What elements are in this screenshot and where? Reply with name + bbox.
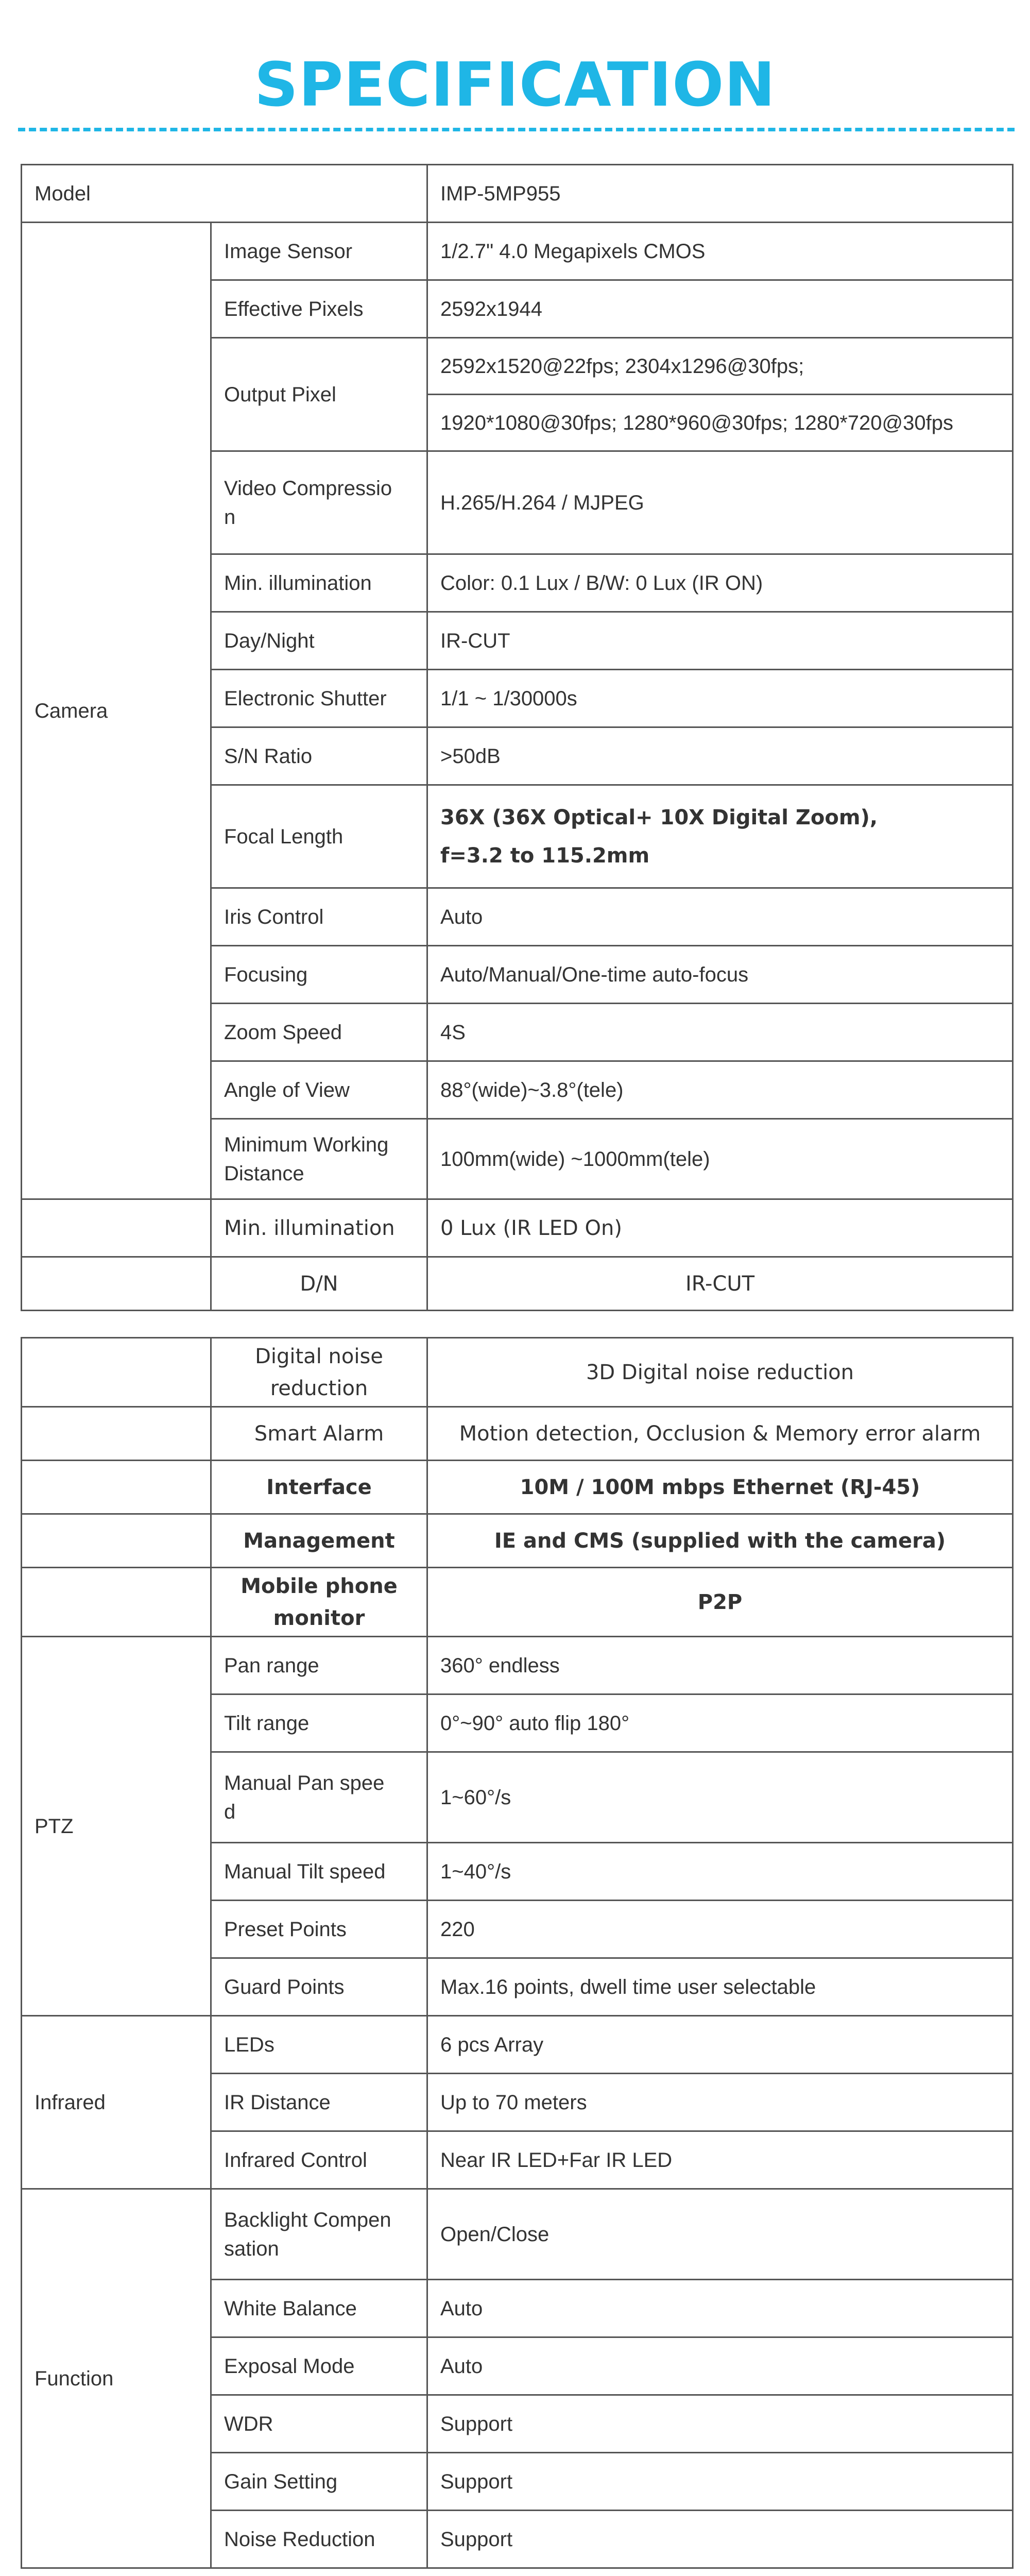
spec-label: S/N Ratio xyxy=(211,727,427,785)
spec-label: Day/Night xyxy=(211,612,427,670)
value-line-2: f=3.2 to 115.2mm xyxy=(440,843,650,868)
spec-label: Effective Pixels xyxy=(211,280,427,338)
spec-value: 1/2.7" 4.0 Megapixels CMOS xyxy=(427,223,1013,280)
spec-value: Support xyxy=(427,2453,1013,2511)
spec-label xyxy=(211,451,427,554)
focal-length-value xyxy=(427,785,1013,888)
spec-value: 0°~90° auto flip 180° xyxy=(427,1694,1013,1752)
page-title: SPECIFICATION xyxy=(254,49,776,120)
spec-value: Support xyxy=(427,2395,1013,2453)
spec-value: 0 Lux (IR LED On) xyxy=(427,1199,1013,1257)
spec-label: Guard Points xyxy=(211,1958,427,2016)
empty-cell xyxy=(22,1199,211,1257)
table-row xyxy=(22,2189,1013,2280)
spec-label xyxy=(211,1338,427,1407)
spec-label: Focal Length xyxy=(211,785,427,888)
table-row xyxy=(22,165,1013,223)
ptz-group-label: PTZ xyxy=(22,1637,211,2016)
label-line-2: n xyxy=(224,505,236,529)
spec-label: LEDs xyxy=(211,2016,427,2074)
spec-value: IR-CUT xyxy=(427,612,1013,670)
spec-value: 1~40°/s xyxy=(427,1843,1013,1901)
empty-cell xyxy=(22,1407,211,1461)
spec-value: 1/1 ~ 1/30000s xyxy=(427,670,1013,727)
label-line-2: reduction xyxy=(270,1376,368,1400)
table-row xyxy=(22,1407,1013,1461)
empty-cell xyxy=(22,1568,211,1637)
spec-value: Open/Close xyxy=(427,2189,1013,2280)
spec-value: 360° endless xyxy=(427,1637,1013,1694)
table-row xyxy=(22,2016,1013,2074)
spec-value: 2592x1520@22fps; 2304x1296@30fps; xyxy=(427,338,1013,395)
spec-value: Auto/Manual/One-time auto-focus xyxy=(427,946,1013,1004)
spec-label: Angle of View xyxy=(211,1061,427,1119)
spec-value: Auto xyxy=(427,2280,1013,2337)
table-row xyxy=(22,1199,1013,1257)
spec-label: Management xyxy=(211,1514,427,1568)
camera-group-label: Camera xyxy=(22,223,211,1199)
spec-value: 220 xyxy=(427,1901,1013,1958)
label-line-1: Manual Pan spee xyxy=(224,1771,385,1794)
spec-value: 1~60°/s xyxy=(427,1752,1013,1843)
spec-label: Preset Points xyxy=(211,1901,427,1958)
spec-value: IR-CUT xyxy=(427,1257,1013,1311)
spec-label: Manual Tilt speed xyxy=(211,1843,427,1901)
spec-label xyxy=(211,1568,427,1637)
table-row xyxy=(22,1257,1013,1311)
spec-value: >50dB xyxy=(427,727,1013,785)
spec-label xyxy=(211,1752,427,1843)
label-line-1: Digital noise xyxy=(255,1344,383,1368)
spec-label: WDR xyxy=(211,2395,427,2453)
spec-label xyxy=(211,2189,427,2280)
table-row xyxy=(22,1568,1013,1637)
empty-cell xyxy=(22,1461,211,1514)
spec-value: Up to 70 meters xyxy=(427,2074,1013,2131)
smart-alarm-value: Motion detection, Occlusion & Memory error alarm xyxy=(427,1407,1013,1461)
spec-table-ptz-function xyxy=(21,1337,1014,2569)
empty-cell xyxy=(22,1257,211,1311)
table-row xyxy=(22,1461,1013,1514)
label-line-2: d xyxy=(224,1800,236,1823)
spec-label: D/N xyxy=(211,1257,427,1311)
empty-cell xyxy=(22,1514,211,1568)
spec-table-camera xyxy=(21,164,1014,1311)
spec-value: 10M / 100M mbps Ethernet (RJ-45) xyxy=(427,1461,1013,1514)
label-line-2: Distance xyxy=(224,1162,304,1185)
spec-label: IR Distance xyxy=(211,2074,427,2131)
value-line-1: 36X (36X Optical+ 10X Digital Zoom), xyxy=(440,805,878,829)
spec-value: 100mm(wide) ~1000mm(tele) xyxy=(427,1119,1013,1199)
spec-value: P2P xyxy=(427,1568,1013,1637)
spec-label: Min. illumination xyxy=(211,1199,427,1257)
spec-label: Tilt range xyxy=(211,1694,427,1752)
spec-label: Infrared Control xyxy=(211,2131,427,2189)
model-value: IMP-5MP955 xyxy=(427,165,1013,223)
spec-value: 1920*1080@30fps; 1280*960@30fps; 1280*720@30fps xyxy=(427,395,1013,451)
spec-value: H.265/H.264 / MJPEG xyxy=(427,451,1013,554)
spec-label: Noise Reduction xyxy=(211,2511,427,2568)
spec-value: IE and CMS (supplied with the camera) xyxy=(427,1514,1013,1568)
spec-value: Support xyxy=(427,2511,1013,2568)
spec-label: Output Pixel xyxy=(211,338,427,451)
spec-label: Gain Setting xyxy=(211,2453,427,2511)
spec-value: 4S xyxy=(427,1004,1013,1061)
label-line-2: sation xyxy=(224,2237,279,2260)
spec-label: Focusing xyxy=(211,946,427,1004)
label-line-1: Minimum Working xyxy=(224,1133,389,1156)
spec-value: Auto xyxy=(427,888,1013,946)
spec-value: 3D Digital noise reduction xyxy=(427,1338,1013,1407)
model-label: Model xyxy=(22,165,427,223)
spec-label: Min. illumination xyxy=(211,554,427,612)
label-line-1: Backlight Compen xyxy=(224,2208,391,2231)
spec-label: Zoom Speed xyxy=(211,1004,427,1061)
empty-cell xyxy=(22,1338,211,1407)
spec-value: 2592x1944 xyxy=(427,280,1013,338)
table-row xyxy=(22,1637,1013,1694)
spec-label: Pan range xyxy=(211,1637,427,1694)
spec-value: Max.16 points, dwell time user selectable xyxy=(427,1958,1013,2016)
label-line-1: Video Compressio xyxy=(224,477,392,500)
spec-label: White Balance xyxy=(211,2280,427,2337)
table-row xyxy=(22,223,1013,280)
table-row xyxy=(22,1514,1013,1568)
table-row xyxy=(22,1338,1013,1407)
title-divider xyxy=(18,128,1015,131)
smart-alarm-label: Smart Alarm xyxy=(211,1407,427,1461)
spec-label: Interface xyxy=(211,1461,427,1514)
spec-value: 6 pcs Array xyxy=(427,2016,1013,2074)
spec-label: Electronic Shutter xyxy=(211,670,427,727)
spec-value: Near IR LED+Far IR LED xyxy=(427,2131,1013,2189)
spec-label xyxy=(211,1119,427,1199)
function-group-label: Function xyxy=(22,2189,211,2568)
label-line-1: Mobile phone xyxy=(241,1574,398,1598)
spec-label: Iris Control xyxy=(211,888,427,946)
spec-value: Color: 0.1 Lux / B/W: 0 Lux (IR ON) xyxy=(427,554,1013,612)
spec-value: 88°(wide)~3.8°(tele) xyxy=(427,1061,1013,1119)
spec-label: Exposal Mode xyxy=(211,2337,427,2395)
label-line-2: monitor xyxy=(273,1606,365,1630)
infrared-group-label: Infrared xyxy=(22,2016,211,2189)
spec-label: Image Sensor xyxy=(211,223,427,280)
spec-value: Auto xyxy=(427,2337,1013,2395)
